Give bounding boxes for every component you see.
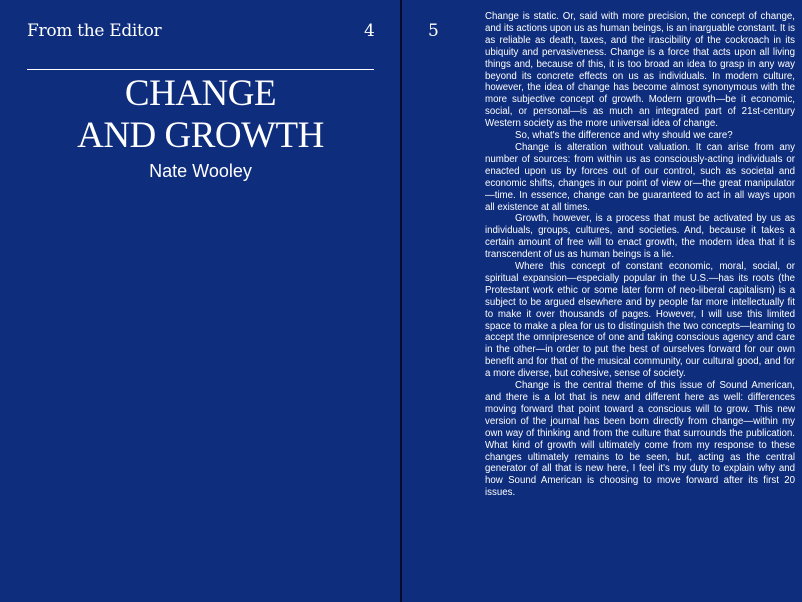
header-rule bbox=[27, 69, 374, 70]
page-number: 4 bbox=[364, 21, 375, 41]
paragraph: Growth, however, is a process that must be activated by us as individuals, groups, cultures, and societies. And, because it takes a certain amount of free will to enact growth, the modern idea that it is transcendent of us as human beings is a lie. bbox=[485, 213, 795, 261]
page-number: 5 bbox=[428, 21, 439, 41]
paragraph: Change is the central theme of this issue of Sound American, and there is a lot that is new and different here as well: differences moving forward that point toward a conscious will to grow. This new version of the journal has been born directly from change—within my own way of thinking and from the culture that surrounds the publication. What kind of growth will ultimately come from my response to these changes ultimately remains to be seen, but, acting as the central generator of all that is new here, I feel it's my duty to explain why and how Sound American is choosing to move forward after its first 20 issues. bbox=[485, 380, 795, 499]
article-body bbox=[485, 11, 795, 499]
author-name: Nate Wooley bbox=[149, 161, 252, 181]
section-label: From the Editor bbox=[27, 21, 162, 41]
right-page bbox=[402, 0, 802, 602]
title-line-1: CHANGE bbox=[124, 73, 277, 114]
article-title bbox=[27, 73, 374, 157]
title-line-2: AND GROWTH bbox=[77, 115, 324, 156]
paragraph: So, what's the difference and why should we care? bbox=[515, 130, 733, 142]
left-page bbox=[0, 0, 400, 602]
paragraph: Change is alteration without valuation. It can arise from any number of sources: from within us as consciously-acting individuals or enacted upon us by forces out of our control, such as societal and economic shifts, changes in our point of view or—the great manipulator—time. In essence, change can be guaranteed to act in all ways upon all existence at all times. bbox=[485, 141, 795, 213]
paragraph: Change is static. Or, said with more precision, the concept of change, and its actions upon us as human beings, is an inarguable constant. It is as reliable as death, taxes, and the irascibility of the cockroach in its ubiquity and pervasiveness. Change is a force that acts upon all living things and, because of this, it is too broad an idea to grasp in any way beyond its concrete effects on us as individuals. In modern culture, however, the idea of change has become almost synonymous with the more subjective concept of growth. Modern growth—be it economic, social, or personal—is as much an integrated part of 21st-century Western society as the more universal idea of change. bbox=[485, 11, 795, 130]
paragraph: Where this concept of constant economic, moral, social, or spiritual expansion—especially popular in the U.S.—has its roots (the Protestant work ethic or some later form of neo-liberal capitalism) is a subject to be argued elsewhere and by people far more intellectually fit to make it over thousands of pages. However, I will use this limited space to make a plea for us to distinguish the two concepts—learning to accept the omnipresence of one and taking conscious agency and care in the other—in order to put the best of ourselves forward for our own benefit and for that of the musical community, our cultural good, and for a more diverse, but cohesive, sense of society. bbox=[485, 261, 795, 380]
